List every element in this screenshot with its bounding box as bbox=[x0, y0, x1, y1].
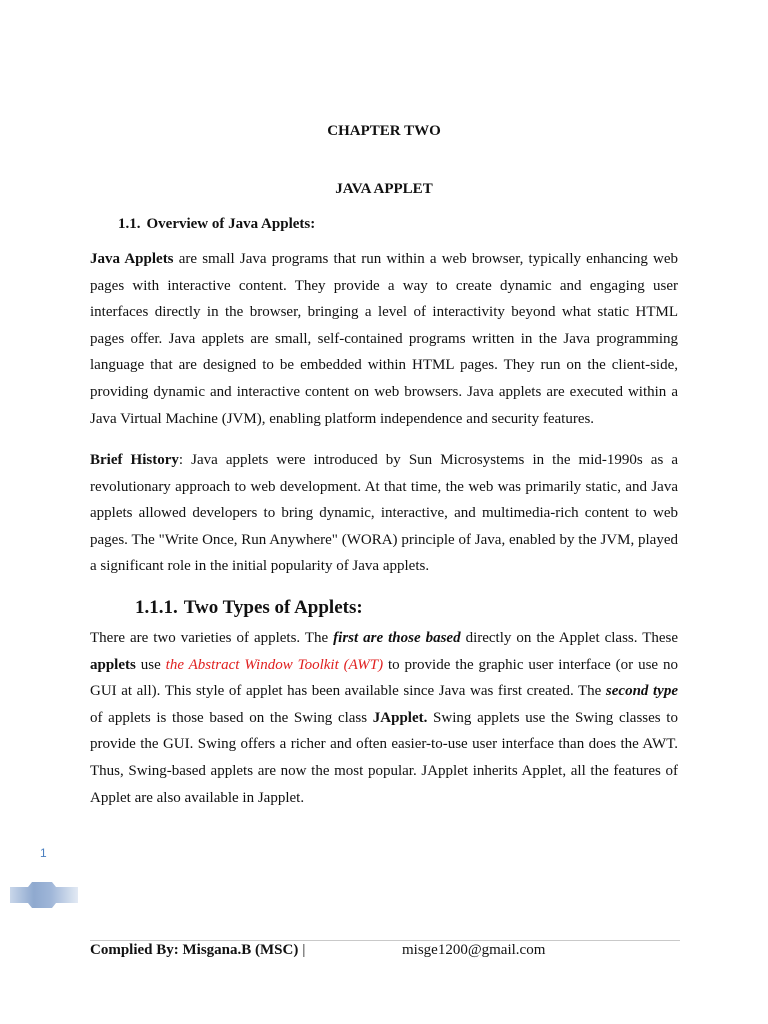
types-text-3: use bbox=[135, 656, 166, 673]
types-emphasis-applets: applets bbox=[90, 656, 136, 673]
paragraph-lead-java-applets: Java Applets bbox=[90, 251, 174, 267]
subsection-heading bbox=[135, 597, 363, 619]
subsection-title: Two Types of Applets: bbox=[183, 597, 363, 618]
page-number: 1 bbox=[40, 846, 47, 860]
footer-divider bbox=[90, 940, 680, 941]
types-emphasis-japplet: JApplet. bbox=[372, 709, 428, 726]
types-emphasis-first: first are those based bbox=[333, 630, 461, 646]
paragraph-overview-text: are small Java programs that run within a web browser, typically enhancing web pages with interactive content. They provide a way to create dynamic and engaging user interfaces directly in the browser, bringing a level of interactivity beyond what static HTML pages offer. Java applets are small, self-contained programs written in the Java programming language that are designed to be embedded within HTML pages. They run on the client-side, providing dynamic and interactive content on web browsers. Java applets are executed within a Java Virtual Machine (JVM), enabling platform independence and security features. bbox=[90, 251, 678, 427]
section-number: 1.1. bbox=[118, 216, 141, 232]
awt-highlight: the Abstract Window Toolkit (AWT) bbox=[165, 656, 384, 673]
footer-email: misge1200@gmail.com bbox=[402, 942, 546, 958]
types-text-6: Swing applets use the Swing classes to provide the GUI. Swing offers a richer and often easier-to-use user interface than does the AWT. Thus, Swing-based applets are now the most popular. JApplet inherits Applet, all the features of Applet are also available in Japplet. bbox=[90, 709, 678, 806]
types-text-5: of applets is those based on the Swing class bbox=[90, 709, 373, 726]
paragraph-overview bbox=[90, 246, 678, 432]
section-title: Overview of Java Applets: bbox=[146, 216, 316, 232]
section-heading bbox=[118, 216, 315, 233]
paragraph-lead-brief-history: Brief History bbox=[90, 452, 179, 468]
page-tab-decoration-icon bbox=[10, 882, 78, 908]
paragraph-history bbox=[90, 447, 678, 580]
footer-separator: | bbox=[302, 942, 306, 958]
footer-author-text: Complied By: Misgana.B (MSC) bbox=[90, 942, 299, 958]
types-text-1: There are two varieties of applets. The bbox=[90, 630, 334, 646]
paragraph-types bbox=[90, 625, 678, 811]
main-title: JAVA APPLET bbox=[335, 181, 433, 197]
types-text-2: directly on the Applet class. These bbox=[460, 630, 679, 646]
chapter-title: CHAPTER TWO bbox=[327, 123, 441, 139]
footer-author bbox=[90, 942, 305, 959]
types-emphasis-second: second type bbox=[605, 683, 678, 700]
paragraph-history-text: : Java applets were introduced by Sun Microsystems in the mid-1990s as a revolutionary approach to web development. At that time, the web was primarily static, and Java applets allowed developers to bring dynamic, interactive, and multimedia-rich content to web pages. The "Write Once, Run Anywhere" (WORA) principle of Java, enabled by the JVM, played a significant role in the initial popularity of Java applets. bbox=[90, 452, 678, 575]
subsection-number: 1.1.1. bbox=[135, 597, 178, 618]
types-text-4: to provide the graphic user interface (or use no GUI at all). This style of applet has been available since Java was first created. The bbox=[90, 656, 678, 700]
